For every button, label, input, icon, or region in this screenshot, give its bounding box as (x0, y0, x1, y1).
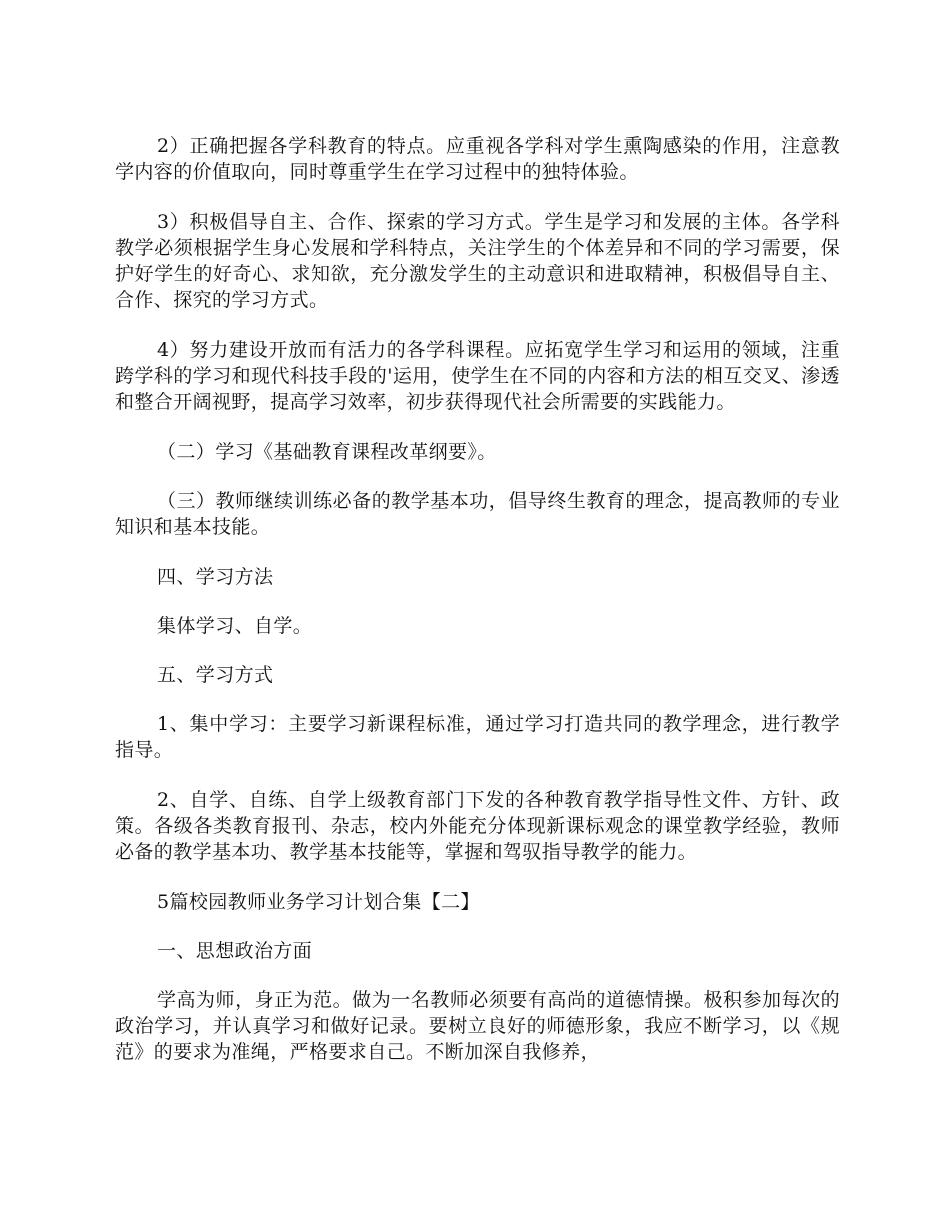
section-heading-study-method: 四、学习方法 (157, 566, 274, 588)
section-heading-politics: 一、思想政治方面 (157, 940, 313, 962)
section-heading-study-mode: 五、学习方式 (157, 664, 274, 686)
paragraph-politics: 学高为师，身正为范。做为一名教师必须要有高尚的道德情操。极积参加每次的政治学习，并认真学习和做好记录。要树立良好的师德形象，我应不断学习，以《规范》的要求为准绳，严格要求自己。不断加深自我修养， (115, 989, 840, 1063)
paragraph-mode-1: 1、集中学习：主要学习新课程标准，通过学习打造共同的教学理念，进行教学指导。 (115, 713, 840, 761)
paragraph-mode-2: 2、自学、自练、自学上级教育部门下发的各种教育教学指导性文件、方针、政策。各级各类教育报刊、杂志，校内外能充分体现新课标观念的课堂教学经验，教师必备的教学基本功、教学基本技能等，掌握和驾驭指导教学的能力。 (115, 789, 840, 863)
document-body (115, 133, 840, 1089)
paragraph-point-4: 4）努力建设开放而有活力的各学科课程。应拓宽学生学习和运用的领域，注重跨学科的学习和现代科技手段的'运用，使学生在不同的内容和方法的相互交叉、渗透和整合开阔视野，提高学习效率，初步获得现代社会所需要的实践能力。 (115, 339, 840, 413)
paragraph-study-method: 集体学习、自学。 (157, 615, 313, 637)
paragraph-item-3: （三）教师继续训练必备的教学基本功，倡导终生教育的理念，提高教师的专业知识和基本技能。 (115, 490, 840, 538)
paragraph-point-3: 3）积极倡导自主、合作、探索的学习方式。学生是学习和发展的主体。各学科教学必须根据学生身心发展和学科特点，关注学生的个体差异和不同的学习需要，保护好学生的好奇心、求知欲，充分激发学生的主动意识和进取精神，积极倡导自主、合作、探究的学习方式。 (115, 211, 840, 311)
paragraph-item-2: （二）学习《基础教育课程改革纲要》。 (157, 441, 497, 463)
document-section-title: 5篇校园教师业务学习计划合集【二】 (157, 891, 480, 913)
paragraph-point-2: 2）正确把握各学科教育的特点。应重视各学科对学生熏陶感染的作用，注意教学内容的价值取向，同时尊重学生在学习过程中的独特体验。 (115, 135, 840, 183)
